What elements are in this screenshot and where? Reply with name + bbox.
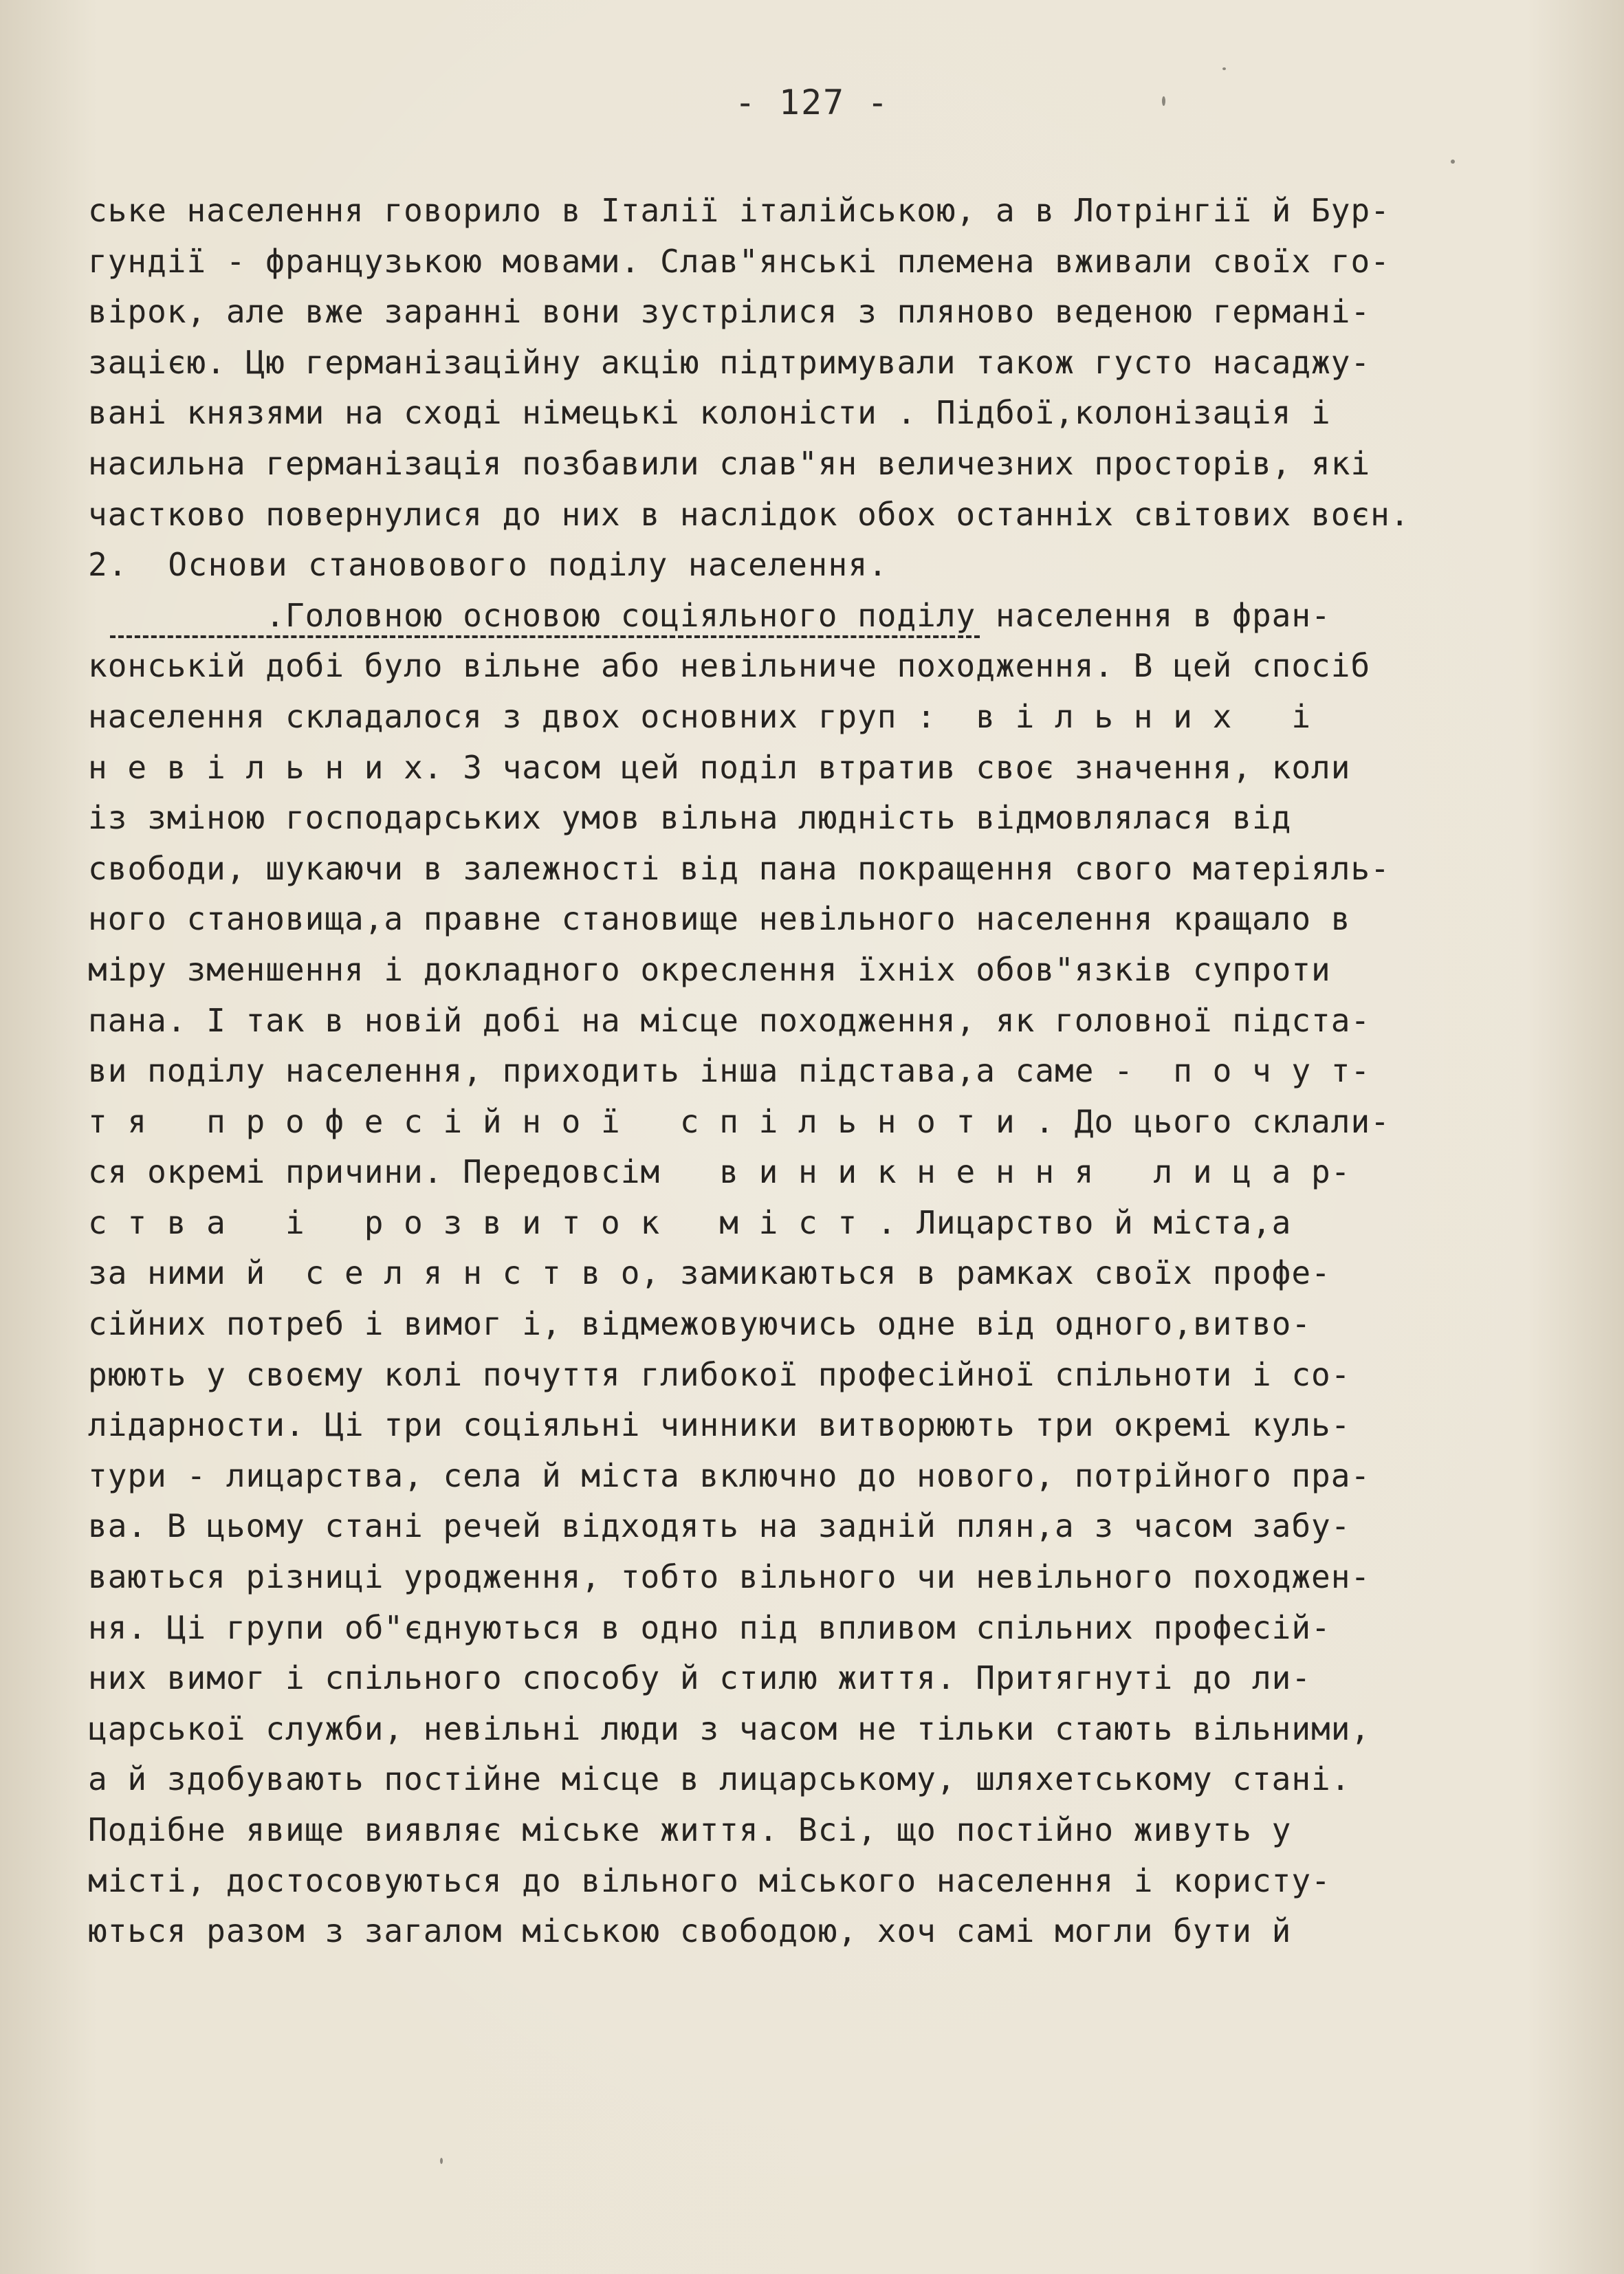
text-line: ються разом з загалом міською свободою, хоч самі могли бути й (88, 1912, 1292, 1950)
text-line: гундії - французькою мовами. Слав"янські племена вживали своїх го- (88, 242, 1390, 280)
text-line: .Головною основою соціяльного поділу населення в фран- (88, 596, 1331, 634)
text-line: міру зменшення і докладного окреслення їхніх обов"язків супроти (88, 950, 1331, 988)
text-line: н е в і л ь н и х. З часом цей поділ втратив своє значення, коли (88, 748, 1351, 786)
ink-speck (1162, 96, 1165, 106)
text-line: царської служби, невільні люди з часом не тільки стають вільними, (88, 1709, 1371, 1747)
ink-speck (440, 2158, 443, 2164)
text-line: сійних потреб і вимог і, відмежовуючись одне від одного,витво- (88, 1305, 1312, 1343)
text-line: свободи, шукаючи в залежності від пана покращення свого матеріяль- (88, 849, 1390, 887)
text-line: лідарности. Ці три соціяльні чинники витворюють три окремі куль- (88, 1406, 1351, 1444)
text-line: ви поділу населення, приходить інша підстава,а саме - п о ч у т- (88, 1052, 1371, 1090)
text-line: ного становища,а правне становище невільного населення кращало в (88, 900, 1351, 938)
text-line: ва. В цьому стані речей відходять на задній плян,а з часом забу- (88, 1507, 1351, 1545)
text-line: вані князями на сході німецькі колоністи . Підбої,колонізація і (88, 394, 1331, 432)
body-text (88, 186, 1624, 1957)
ink-speck (1222, 67, 1226, 70)
text-line: с т в а і р о з в и т о к м і с т . Лицарство й міста,а (88, 1203, 1292, 1241)
text-line: вірок, але вже заранні вони зустрілися з пляново веденою германі- (88, 293, 1371, 331)
text-line: із зміною господарських умов вільна людність відмовлялася від (88, 799, 1292, 837)
text-line: них вимог і спільного способу й стилю життя. Притягнуті до ли- (88, 1659, 1312, 1697)
text-line: за ними й с е л я н с т в о, замикаються в рамках своїх профе- (88, 1254, 1331, 1292)
text-line: т я п р о ф е с і й н о ї с п і л ь н о т и . До цього склали- (88, 1102, 1390, 1140)
text-line: населення складалося з двох основних груп : в і л ь н и х і (88, 697, 1312, 735)
text-line: ське населення говорило в Італії італійською, а в Лотрінгії й Бур- (88, 192, 1390, 229)
ink-speck (1451, 160, 1455, 164)
page-number: - 127 - (734, 83, 890, 122)
text-line: ня. Ці групи об"єднуються в одно під впливом спільних професій- (88, 1608, 1331, 1646)
text-line: місті, достосовуються до вільного міського населення і користу- (88, 1861, 1331, 1899)
text-line: зацією. Цю германізаційну акцію підтримували також густо насаджу- (88, 343, 1371, 381)
text-line: ваються різниці уродження, тобто вільного чи невільного походжен- (88, 1558, 1371, 1596)
text-line: насильна германізація позбавили слав"ян величезних просторів, які (88, 444, 1371, 482)
text-line: рюють у своєму колі почуття глибокої професійної спільноти і со- (88, 1355, 1351, 1393)
section-heading: 2. Основи становового поділу населення. (88, 546, 888, 584)
text-line: тури - лицарства, села й міста включно до нового, потрійного пра- (88, 1456, 1371, 1494)
text-line: конській добі було вільне або невільниче походження. В цей спосіб (88, 647, 1371, 685)
text-line: Подібне явище виявляє міське життя. Всі, що постійно живуть у (88, 1811, 1292, 1848)
text-line: частково повернулися до них в наслідок обох останніх світових воєн. (88, 495, 1410, 533)
heading-underline (110, 635, 980, 638)
text-line: ся окремі причини. Передовсім в и н и к н е н н я л и ц а р- (88, 1153, 1351, 1191)
text-line: пана. І так в новій добі на місце походження, як головної підста- (88, 1001, 1371, 1039)
text-line: а й здобувають постійне місце в лицарському, шляхетському стані. (88, 1760, 1351, 1798)
